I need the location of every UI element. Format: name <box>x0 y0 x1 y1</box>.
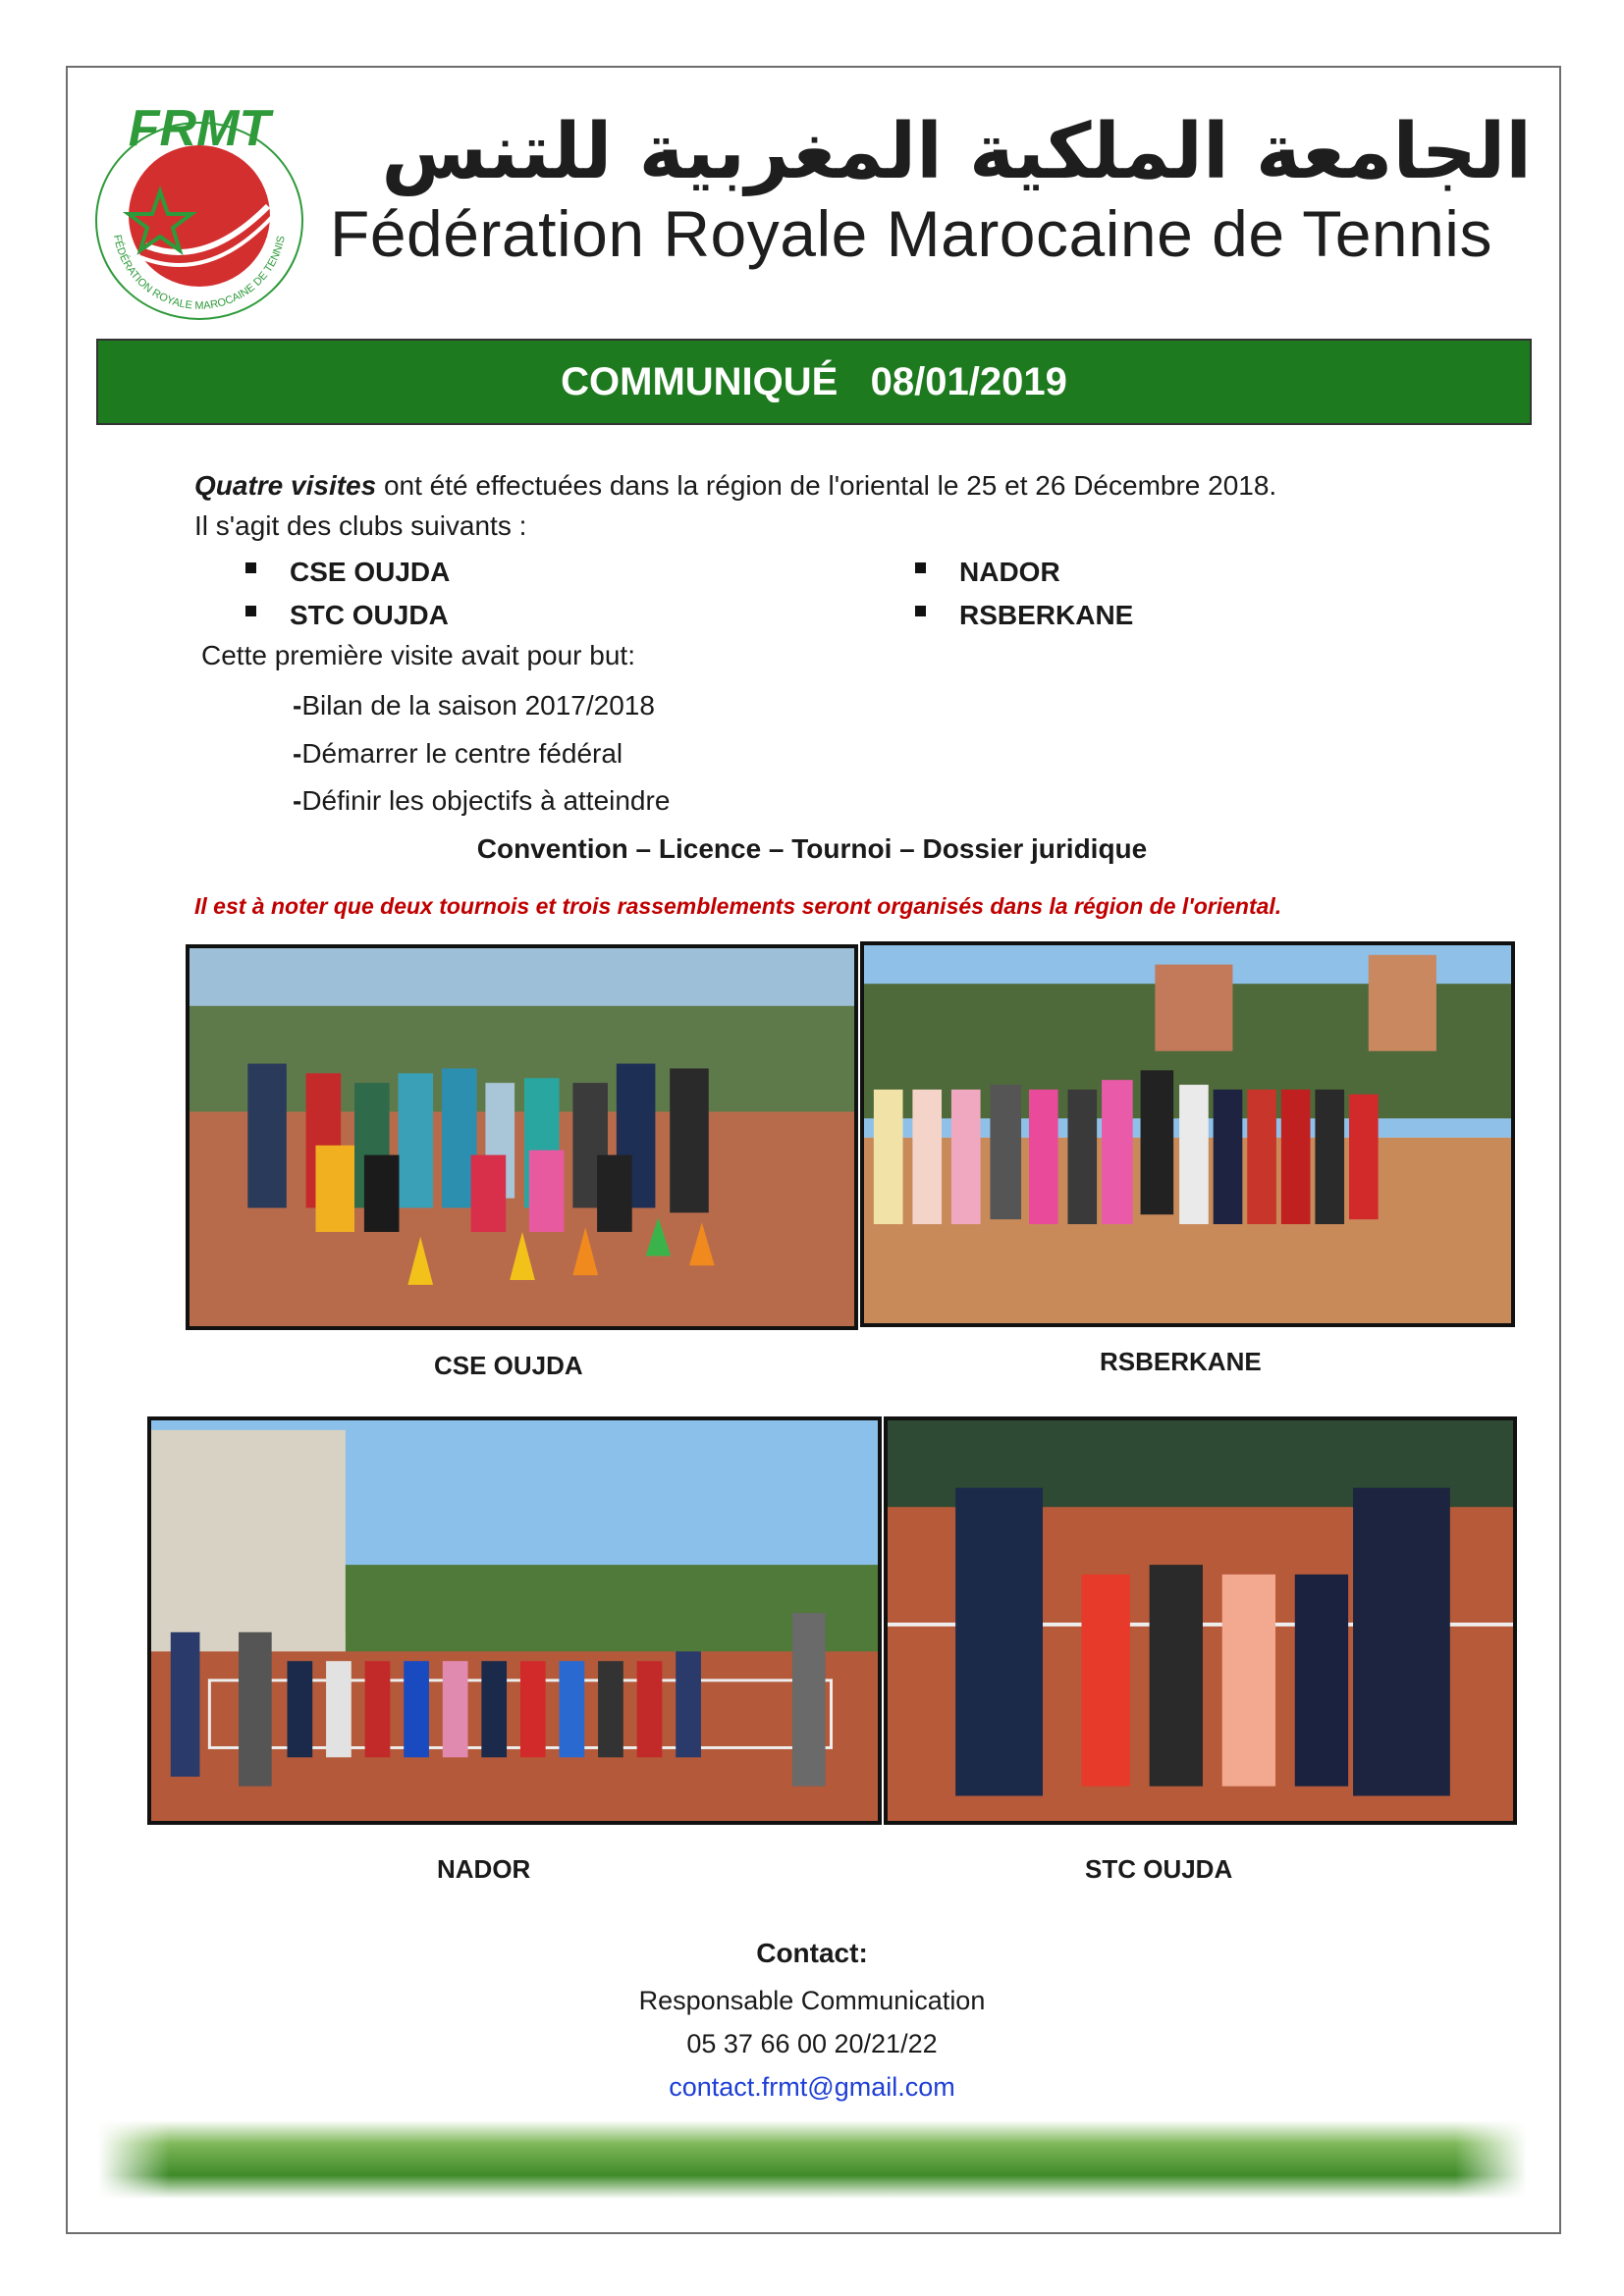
photo-caption: RSBERKANE <box>1100 1347 1262 1376</box>
contact-email-link[interactable]: contact.frmt@gmail.com <box>669 2072 955 2102</box>
latin-title: Fédération Royale Marocaine de Tennis <box>330 197 1492 270</box>
photo-caption: CSE OUJDA <box>434 1351 583 1380</box>
intro-line-1 <box>194 469 1276 503</box>
arabic-title: الجامعة الملكية المغربية للتنس <box>381 108 1532 196</box>
logo-text: FRMT <box>128 100 271 157</box>
intro-line-2: Il s'agit des clubs suivants : <box>194 510 527 541</box>
photo-cse-oujda <box>186 944 858 1330</box>
contact-title: Contact: <box>756 1938 868 1968</box>
club-item: RSBERKANE <box>915 600 1133 631</box>
objective-item: -Bilan de la saison 2017/2018 <box>293 690 655 721</box>
intro-emphasis: Quatre visites <box>194 470 377 501</box>
frmt-logo <box>86 98 312 329</box>
objective-item: -Démarrer le centre fédéral <box>293 738 623 769</box>
bullet-square-icon <box>245 562 256 573</box>
contact-phone: 05 37 66 00 20/21/22 <box>686 2029 938 2058</box>
photo-caption: NADOR <box>437 1854 531 1884</box>
bullet-square-icon <box>915 606 926 616</box>
contact-role: Responsable Communication <box>638 1986 986 2015</box>
intro-line-1-rest: ont été effectuées dans la région de l'oriental le 25 et 26 Décembre 2018. <box>376 470 1277 501</box>
contact-email-line <box>0 2070 1624 2104</box>
purpose-intro: Cette première visite avait pour but: <box>201 640 635 670</box>
club-item: STC OUJDA <box>245 600 449 631</box>
keywords-line: Convention – Licence – Tournoi – Dossier juridique <box>476 833 1148 864</box>
objective-item: -Définir les objectifs à atteindre <box>293 785 671 816</box>
note-text: Il est à noter que deux tournois et trois rassemblements seront organisés dans la région de l'oriental. <box>194 893 1282 919</box>
communique-banner: COMMUNIQUÉ 08/01/2019 <box>96 339 1532 425</box>
photo-caption: STC OUJDA <box>1085 1854 1233 1884</box>
photo-rsberkane <box>860 941 1515 1327</box>
photo-nador <box>147 1416 882 1825</box>
logo-ring-text: FÉDÉRATION ROYALE MAROCAINE DE TENNIS <box>110 234 288 312</box>
bullet-square-icon <box>915 562 926 573</box>
club-item: NADOR <box>915 557 1060 588</box>
bullet-square-icon <box>245 606 256 616</box>
grass-strip <box>98 2120 1527 2199</box>
club-item: CSE OUJDA <box>245 557 450 588</box>
photo-stc-oujda <box>884 1416 1517 1825</box>
